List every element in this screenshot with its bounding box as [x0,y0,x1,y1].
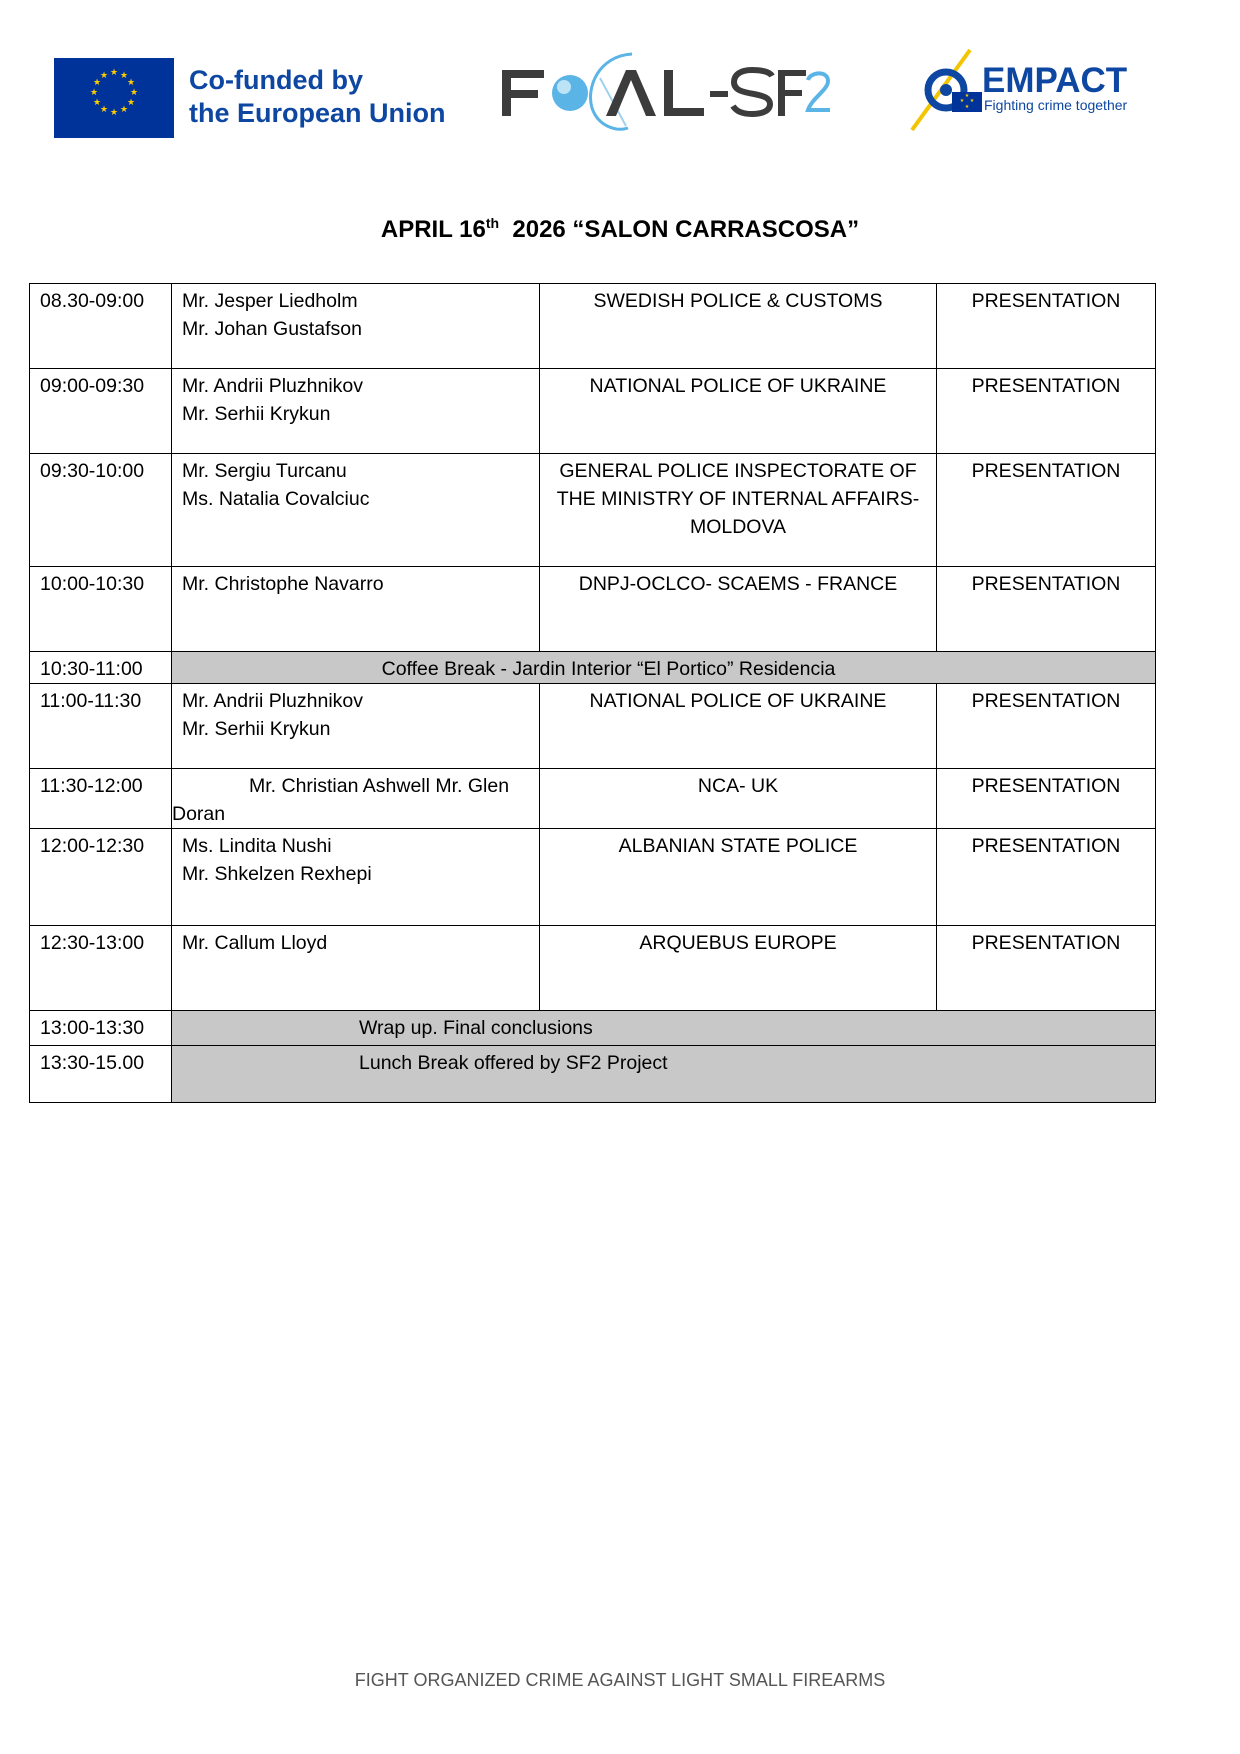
agenda-row [30,454,1156,567]
eu-text-line2: the European Union [189,98,446,128]
speaker-name: Mr. Christian Ashwell Mr. Glen [249,775,510,797]
page-title [0,215,1240,244]
agenda-row [30,369,1156,454]
speaker-name: Mr. Serhii Krykun [182,718,331,740]
organization-cell [540,369,937,454]
agenda-table [29,283,1156,1103]
page-header [0,0,1240,160]
speaker-name: Ms. Natalia Covalciuc [182,488,370,510]
time-cell: 11:00-11:30 [30,684,172,769]
speaker-name: Ms. Lindita Nushi [182,835,332,857]
organization-cell [540,769,937,829]
organization-line: ARQUEBUS EUROPE [639,932,837,954]
agenda-break-row [30,1011,1156,1046]
svg-text:★: ★ [129,88,139,98]
speakers-cell [172,684,540,769]
speaker-name: Mr. Serhii Krykun [182,403,331,425]
time-cell: 10:00-10:30 [30,567,172,652]
session-type-cell: PRESENTATION [937,926,1156,1011]
organization-cell [540,926,937,1011]
speaker-name: Mr. Shkelzen Rexhepi [182,863,372,885]
title-date: APRIL 16 [380,216,486,243]
time-cell: 08.30-09:00 [30,284,172,369]
empact-name-text: EMPACT [982,61,1128,100]
speaker-name: Mr. Andrii Pluzhnikov [182,690,363,712]
svg-text:★: ★ [964,93,970,99]
svg-text:★: ★ [959,98,965,104]
svg-text:★: ★ [99,71,109,81]
speaker-name: Mr. Christophe Navarro [182,573,384,595]
svg-text:★: ★ [109,68,119,78]
agenda-row [30,829,1156,926]
time-cell: 10:30-11:00 [30,652,172,684]
agenda-row [30,926,1156,1011]
speakers-cell [172,567,540,652]
time-cell: 12:00-12:30 [30,829,172,926]
organization-line: DNPJ-OCLCO- SCAEMS - FRANCE [578,573,898,595]
svg-text:★: ★ [109,108,119,118]
speakers-cell [172,369,540,454]
session-type-cell: PRESENTATION [937,369,1156,454]
page-footer: FIGHT ORGANIZED CRIME AGAINST LIGHT SMALL FIREARMS [354,1670,886,1690]
speakers-cell [172,769,540,829]
organization-line: ALBANIAN STATE POLICE [618,835,858,857]
session-type-cell: PRESENTATION [937,684,1156,769]
speaker-name: Mr. Andrii Pluzhnikov [182,375,363,397]
speaker-name: Mr. Johan Gustafson [182,318,362,340]
speaker-name: Mr. Sergiu Turcanu [182,460,347,482]
session-type-cell: PRESENTATION [937,454,1156,567]
svg-text:★: ★ [92,98,102,108]
break-label: Lunch Break offered by SF2 Project [172,1046,1156,1103]
session-type-cell: PRESENTATION [937,567,1156,652]
time-cell: 13:30-15.00 [30,1046,172,1103]
speakers-cell [172,926,540,1011]
time-cell: 09:30-10:00 [30,454,172,567]
svg-text:★: ★ [119,71,129,81]
svg-text:★: ★ [969,98,975,104]
agenda-row [30,769,1156,829]
organization-line: NATIONAL POLICE OF UKRAINE [589,375,887,397]
agenda-row [30,284,1156,369]
organization-line: THE MINISTRY OF INTERNAL AFFAIRS- [556,488,920,510]
svg-text:★: ★ [964,104,970,110]
organization-line: MOLDOVA [689,516,787,538]
svg-text:★: ★ [126,98,136,108]
speaker-name: Doran [172,803,226,825]
break-label: Wrap up. Final conclusions [172,1011,1156,1046]
speaker-name: Mr. Jesper Liedholm [182,290,358,312]
speakers-cell [172,284,540,369]
svg-text:★: ★ [99,105,109,115]
speakers-cell [172,829,540,926]
organization-line: SWEDISH POLICE & CUSTOMS [593,290,883,312]
session-type-cell: PRESENTATION [937,769,1156,829]
svg-text:★: ★ [126,78,136,88]
session-type-cell: PRESENTATION [937,829,1156,926]
title-date-suffix: th [485,215,500,231]
agenda-row [30,684,1156,769]
speaker-name: Mr. Callum Lloyd [182,932,328,954]
time-cell: 11:30-12:00 [30,769,172,829]
empact-tagline-text: Fighting crime together [984,97,1128,113]
time-cell: 09:00-09:30 [30,369,172,454]
svg-text:★: ★ [92,78,102,88]
empact-logo [910,46,1160,136]
session-type-cell: PRESENTATION [937,284,1156,369]
organization-line: GENERAL POLICE INSPECTORATE OF [559,460,917,482]
agenda-break-row [30,1046,1156,1103]
eu-flag-icon [54,58,174,138]
svg-text:★: ★ [89,88,99,98]
organization-cell [540,284,937,369]
organization-cell [540,567,937,652]
focal-sf2-logo [500,48,830,132]
organization-line: NATIONAL POLICE OF UKRAINE [589,690,887,712]
organization-cell [540,829,937,926]
speakers-cell [172,454,540,567]
agenda-row [30,567,1156,652]
organization-line: NCA- UK [697,775,779,797]
organization-cell [540,684,937,769]
eu-text-line1: Co-funded by [189,65,363,95]
time-cell: 12:30-13:00 [30,926,172,1011]
svg-text:★: ★ [119,105,129,115]
break-label: Coffee Break - Jardin Interior “El Portico” Residencia [172,652,1156,684]
eu-cofunded-text [189,64,446,130]
time-cell: 13:00-13:30 [30,1011,172,1046]
title-venue: 2026 “SALON CARRASCOSA” [512,216,860,243]
agenda-break-row [30,652,1156,684]
organization-cell [540,454,937,567]
